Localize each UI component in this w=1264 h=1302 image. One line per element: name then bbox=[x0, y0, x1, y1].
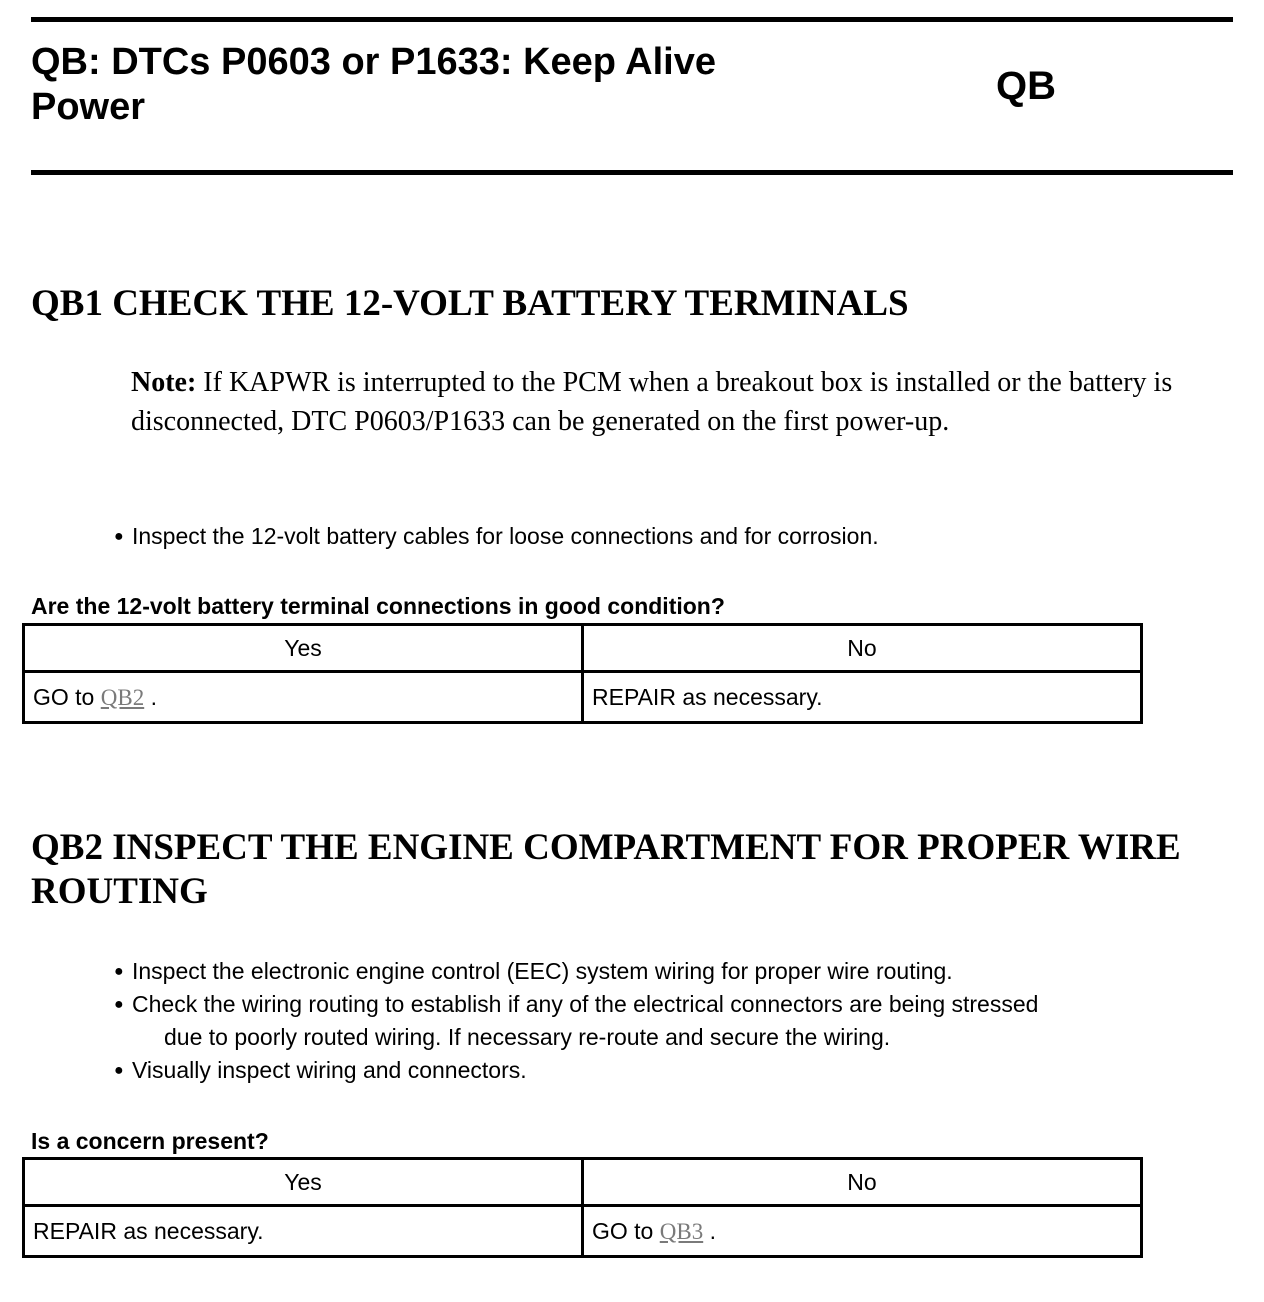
step-qb2-heading: QB2 INSPECT THE ENGINE COMPARTMENT FOR PROPER WIRE ROUTING bbox=[31, 827, 1181, 912]
table-header-row bbox=[24, 1159, 1142, 1206]
no-action-prefix: GO to bbox=[592, 1217, 660, 1244]
step-qb2-result-table bbox=[22, 1157, 1143, 1258]
step-qb2-instructions bbox=[113, 955, 1243, 1087]
step-qb1-heading: QB1 CHECK THE 12-VOLT BATTERY TERMINALS bbox=[31, 283, 909, 324]
step-qb2-question: Is a concern present? bbox=[31, 1128, 269, 1154]
bullet-icon: ● bbox=[114, 528, 124, 545]
yes-action-cell: REPAIR as necessary. bbox=[24, 1206, 583, 1257]
yes-column-header: Yes bbox=[24, 1159, 583, 1206]
note-text: If KAPWR is interrupted to the PCM when a breakout box is installed or the battery is disconnected, DTC P0603/P1633 can be generated on the first power-up. bbox=[131, 367, 1173, 437]
table-header-row bbox=[24, 625, 1142, 672]
bullet-icon: ● bbox=[114, 963, 124, 980]
header-top-rule bbox=[31, 17, 1233, 22]
link-qb3[interactable]: QB3 bbox=[659, 1218, 704, 1244]
list-item bbox=[113, 520, 1243, 553]
list-item bbox=[113, 955, 1243, 988]
step-qb1-instructions bbox=[113, 520, 1243, 553]
no-action-cell bbox=[583, 1206, 1142, 1257]
page-title: QB: DTCs P0603 or P1633: Keep Alive Power bbox=[31, 41, 716, 128]
step-qb1-question: Are the 12-volt battery terminal connections in good condition? bbox=[31, 593, 725, 619]
no-action-suffix: . bbox=[703, 1217, 716, 1244]
no-action-cell: REPAIR as necessary. bbox=[583, 672, 1142, 723]
table-row bbox=[24, 672, 1142, 723]
list-item bbox=[113, 988, 1243, 1054]
link-qb2[interactable]: QB2 bbox=[100, 684, 145, 710]
yes-action-suffix: . bbox=[144, 683, 157, 710]
yes-action-prefix: GO to bbox=[33, 683, 101, 710]
list-item-continuation: due to poorly routed wiring. If necessary re-route and secure the wiring. bbox=[164, 1024, 891, 1050]
step-qb1-result-table bbox=[22, 623, 1143, 724]
section-code: QB bbox=[996, 64, 1056, 108]
list-item bbox=[113, 1054, 1243, 1087]
yes-action-cell bbox=[24, 672, 583, 723]
bullet-icon: ● bbox=[114, 996, 124, 1013]
table-row bbox=[24, 1206, 1142, 1257]
no-column-header: No bbox=[583, 625, 1142, 672]
yes-column-header: Yes bbox=[24, 625, 583, 672]
note-label: Note: bbox=[131, 367, 197, 398]
no-column-header: No bbox=[583, 1159, 1142, 1206]
list-item-text: Inspect the 12-volt battery cables for loose connections and for corrosion. bbox=[132, 523, 879, 549]
note-paragraph bbox=[131, 364, 1211, 441]
list-item-text: Check the wiring routing to establish if any of the electrical connectors are being stressed bbox=[132, 991, 1039, 1017]
list-item-text: Visually inspect wiring and connectors. bbox=[132, 1057, 527, 1083]
list-item-text: Inspect the electronic engine control (EEC) system wiring for proper wire routing. bbox=[132, 958, 953, 984]
header-bottom-rule bbox=[31, 170, 1233, 175]
bullet-icon: ● bbox=[114, 1062, 124, 1079]
